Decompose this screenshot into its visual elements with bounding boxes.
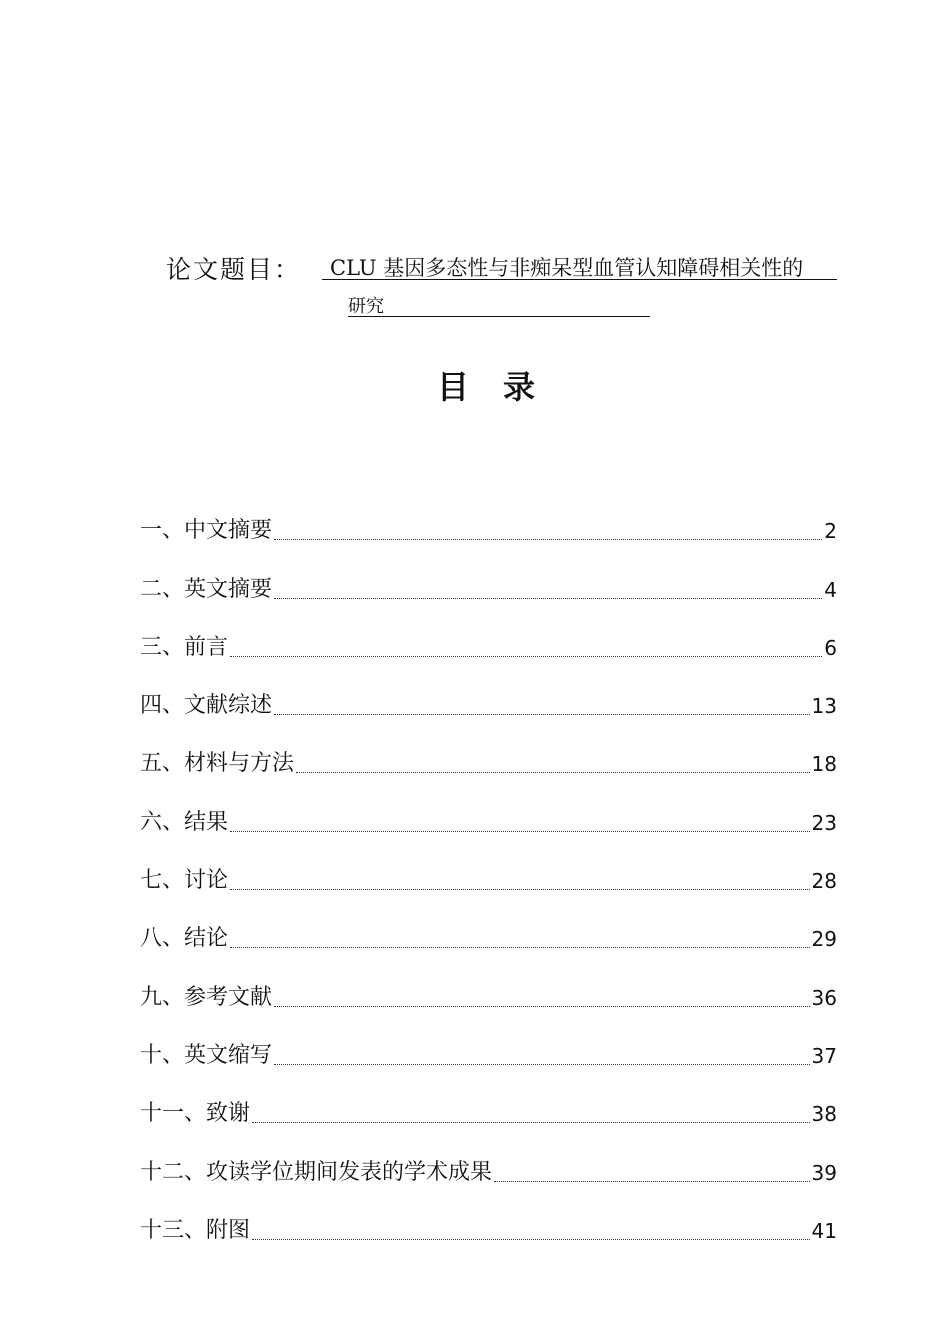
toc-entry[interactable] [140,838,837,896]
toc-entry-label: 一、中文摘要 [140,518,273,544]
thesis-title-line-2: 研究 [348,292,650,317]
toc-heading: 目录 [437,368,570,406]
toc-entry-label: 七、讨论 [140,868,229,894]
dot-leader [230,830,810,832]
dot-leader [230,888,810,890]
toc-entry-label: 五、材料与方法 [140,751,295,777]
dot-leader [252,1238,810,1240]
toc-entry-label: 九、参考文献 [140,984,273,1010]
toc-entry[interactable] [140,1071,837,1129]
toc-entry-label: 十三、附图 [140,1217,251,1243]
toc-entry-label: 十、英文缩写 [140,1042,273,1068]
thesis-title-line-1: CLU 基因多态性与非痴呆型血管认知障碍相关性的 [322,252,837,280]
toc-entry[interactable] [140,546,837,604]
toc-entry-label: 四、文献综述 [140,693,273,719]
toc-entry[interactable] [140,663,837,721]
toc-entry-page: 38 [811,1102,837,1127]
dot-leader [274,1005,810,1007]
toc-entry[interactable] [140,488,837,546]
toc-entry-page: 2 [824,519,837,544]
toc-entry-page: 18 [811,752,837,777]
toc-entry[interactable] [140,1129,837,1187]
toc-entry[interactable] [140,896,837,954]
toc-entry[interactable] [140,721,837,779]
dot-leader [274,713,810,715]
toc-entry[interactable] [140,954,837,1012]
toc-entry-page: 41 [811,1218,837,1243]
toc-list [140,488,837,1246]
dot-leader [296,771,810,773]
dot-leader [274,1063,810,1065]
toc-entry[interactable] [140,779,837,837]
dot-leader [494,1180,810,1182]
toc-entry-label: 十一、致谢 [140,1101,251,1127]
toc-entry-label: 六、结果 [140,809,229,835]
toc-entry-page: 39 [811,1160,837,1185]
thesis-title-label: 论文题目： [166,255,302,284]
toc-entry-page: 6 [824,635,837,660]
toc-entry-page: 28 [811,869,837,894]
toc-entry-page: 29 [811,927,837,952]
dot-leader [274,597,822,599]
dot-leader [230,946,810,948]
toc-entry-page: 36 [811,985,837,1010]
toc-entry-label: 八、结论 [140,926,229,952]
toc-entry-page: 4 [824,577,837,602]
toc-entry-label: 三、前言 [140,634,229,660]
toc-entry[interactable] [140,605,837,663]
toc-entry-label: 二、英文摘要 [140,576,273,602]
dot-leader [252,1121,810,1123]
toc-entry-page: 13 [811,694,837,719]
dot-leader [274,538,822,540]
toc-entry-page: 23 [811,810,837,835]
toc-entry[interactable] [140,1013,837,1071]
toc-entry-page: 37 [811,1043,837,1068]
dot-leader [230,655,822,657]
toc-entry-label: 十二、攻读学位期间发表的学术成果 [140,1159,493,1185]
toc-entry[interactable] [140,1188,837,1246]
